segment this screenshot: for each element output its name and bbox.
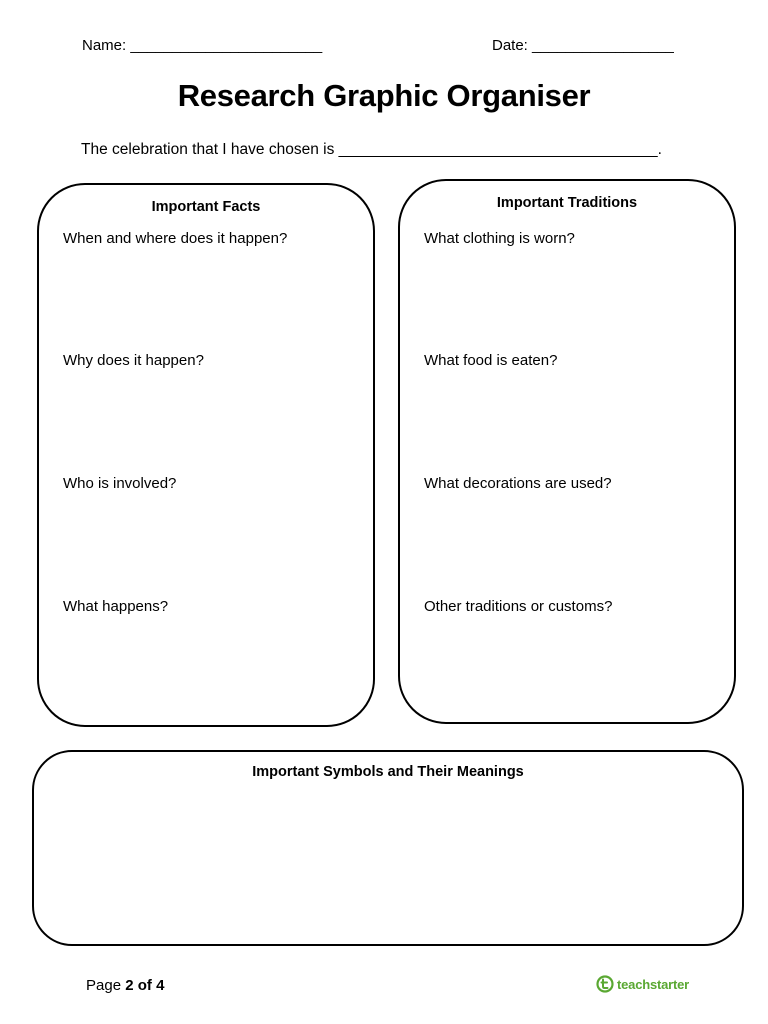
- facts-question-why: Why does it happen?: [63, 352, 204, 369]
- name-field-label: Name: _______________________: [82, 37, 323, 54]
- symbols-meanings-box: [32, 750, 744, 946]
- facts-question-when-where: When and where does it happen?: [63, 230, 288, 247]
- page-of: of: [137, 977, 152, 994]
- page-current: 2: [125, 977, 134, 994]
- traditions-heading: Important Traditions: [496, 195, 638, 211]
- traditions-question-clothing: What clothing is worn?: [424, 230, 575, 247]
- traditions-question-decorations: What decorations are used?: [424, 475, 612, 492]
- facts-question-who: Who is involved?: [63, 475, 177, 492]
- traditions-question-other: Other traditions or customs?: [424, 598, 613, 615]
- celebration-prompt: The celebration that I have chosen is _____________________________________.: [81, 141, 662, 158]
- page-prefix: Page: [86, 977, 122, 994]
- important-facts-box: [37, 183, 375, 727]
- important-traditions-box: [398, 179, 736, 724]
- page-total: 4: [156, 977, 165, 994]
- symbols-heading: Important Symbols and Their Meanings: [252, 764, 524, 780]
- traditions-question-food: What food is eaten?: [424, 352, 558, 369]
- facts-question-what-happens: What happens?: [63, 598, 169, 615]
- brand-name: teachstarter: [617, 976, 690, 992]
- teachstarter-logo: [596, 975, 689, 993]
- date-field-label: Date: _________________: [492, 37, 674, 54]
- page-indicator: [86, 977, 164, 994]
- teachstarter-logo-icon: [596, 975, 614, 993]
- page-title: Research Graphic Organiser: [177, 78, 591, 113]
- facts-heading: Important Facts: [151, 199, 261, 215]
